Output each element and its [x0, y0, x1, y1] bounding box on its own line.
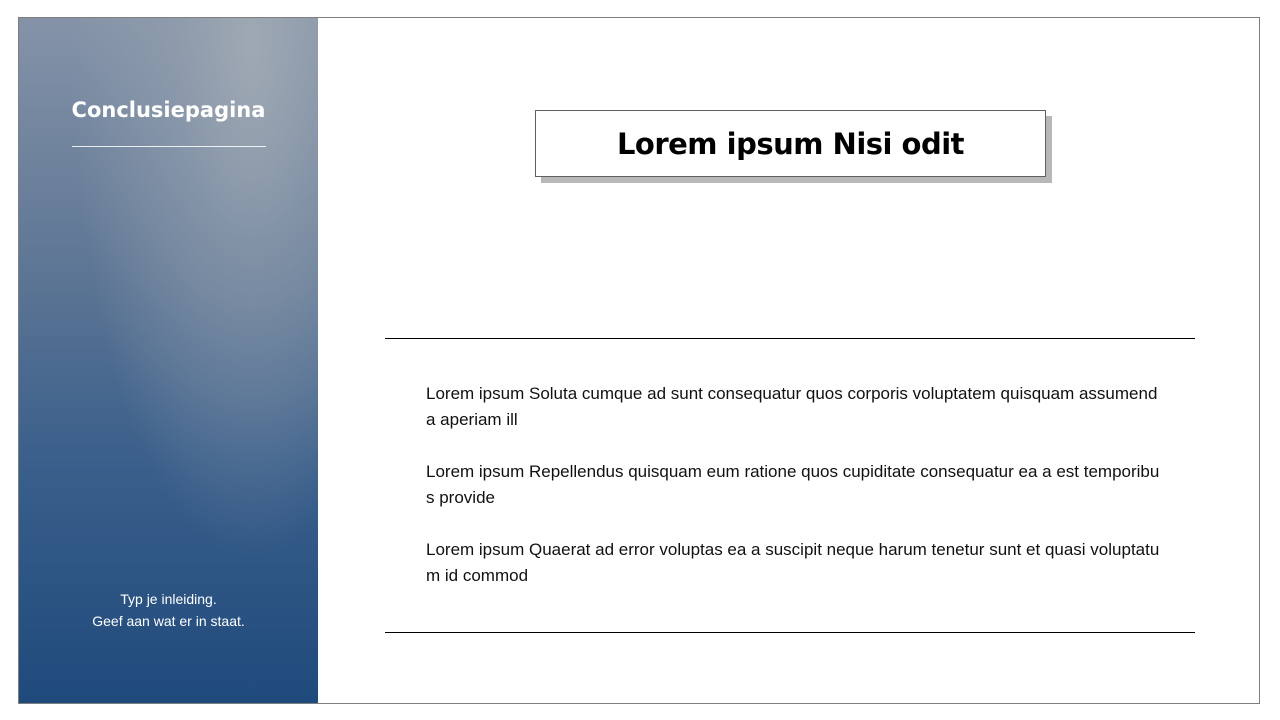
sidebar-intro[interactable] [19, 588, 318, 632]
paragraph-2: Lorem ipsum Repellendus quisquam eum ratione quos cupiditate consequatur ea a est temporibus provide [426, 462, 1160, 507]
sidebar-title[interactable]: Conclusiepagina [71, 98, 266, 122]
sidebar-intro-line-2: Geef aan wat er in staat. [92, 613, 245, 629]
content-divider-bottom [385, 632, 1195, 633]
paragraph-1: Lorem ipsum Soluta cumque ad sunt consequatur quos corporis voluptatem quisquam assumenda aperiam ill [426, 384, 1158, 429]
content-divider-top [385, 338, 1195, 339]
main-title: Lorem ipsum Nisi odit [616, 126, 965, 161]
sidebar-divider [72, 146, 266, 147]
main-title-box[interactable] [535, 110, 1046, 177]
slide [18, 17, 1260, 704]
content-body[interactable] [426, 381, 1166, 615]
paragraph-3: Lorem ipsum Quaerat ad error voluptas ea a suscipit neque harum tenetur sunt et quasi voluptatum id commod [426, 540, 1160, 585]
sidebar-panel [19, 18, 318, 703]
sidebar-intro-line-1: Typ je inleiding. [120, 591, 217, 607]
